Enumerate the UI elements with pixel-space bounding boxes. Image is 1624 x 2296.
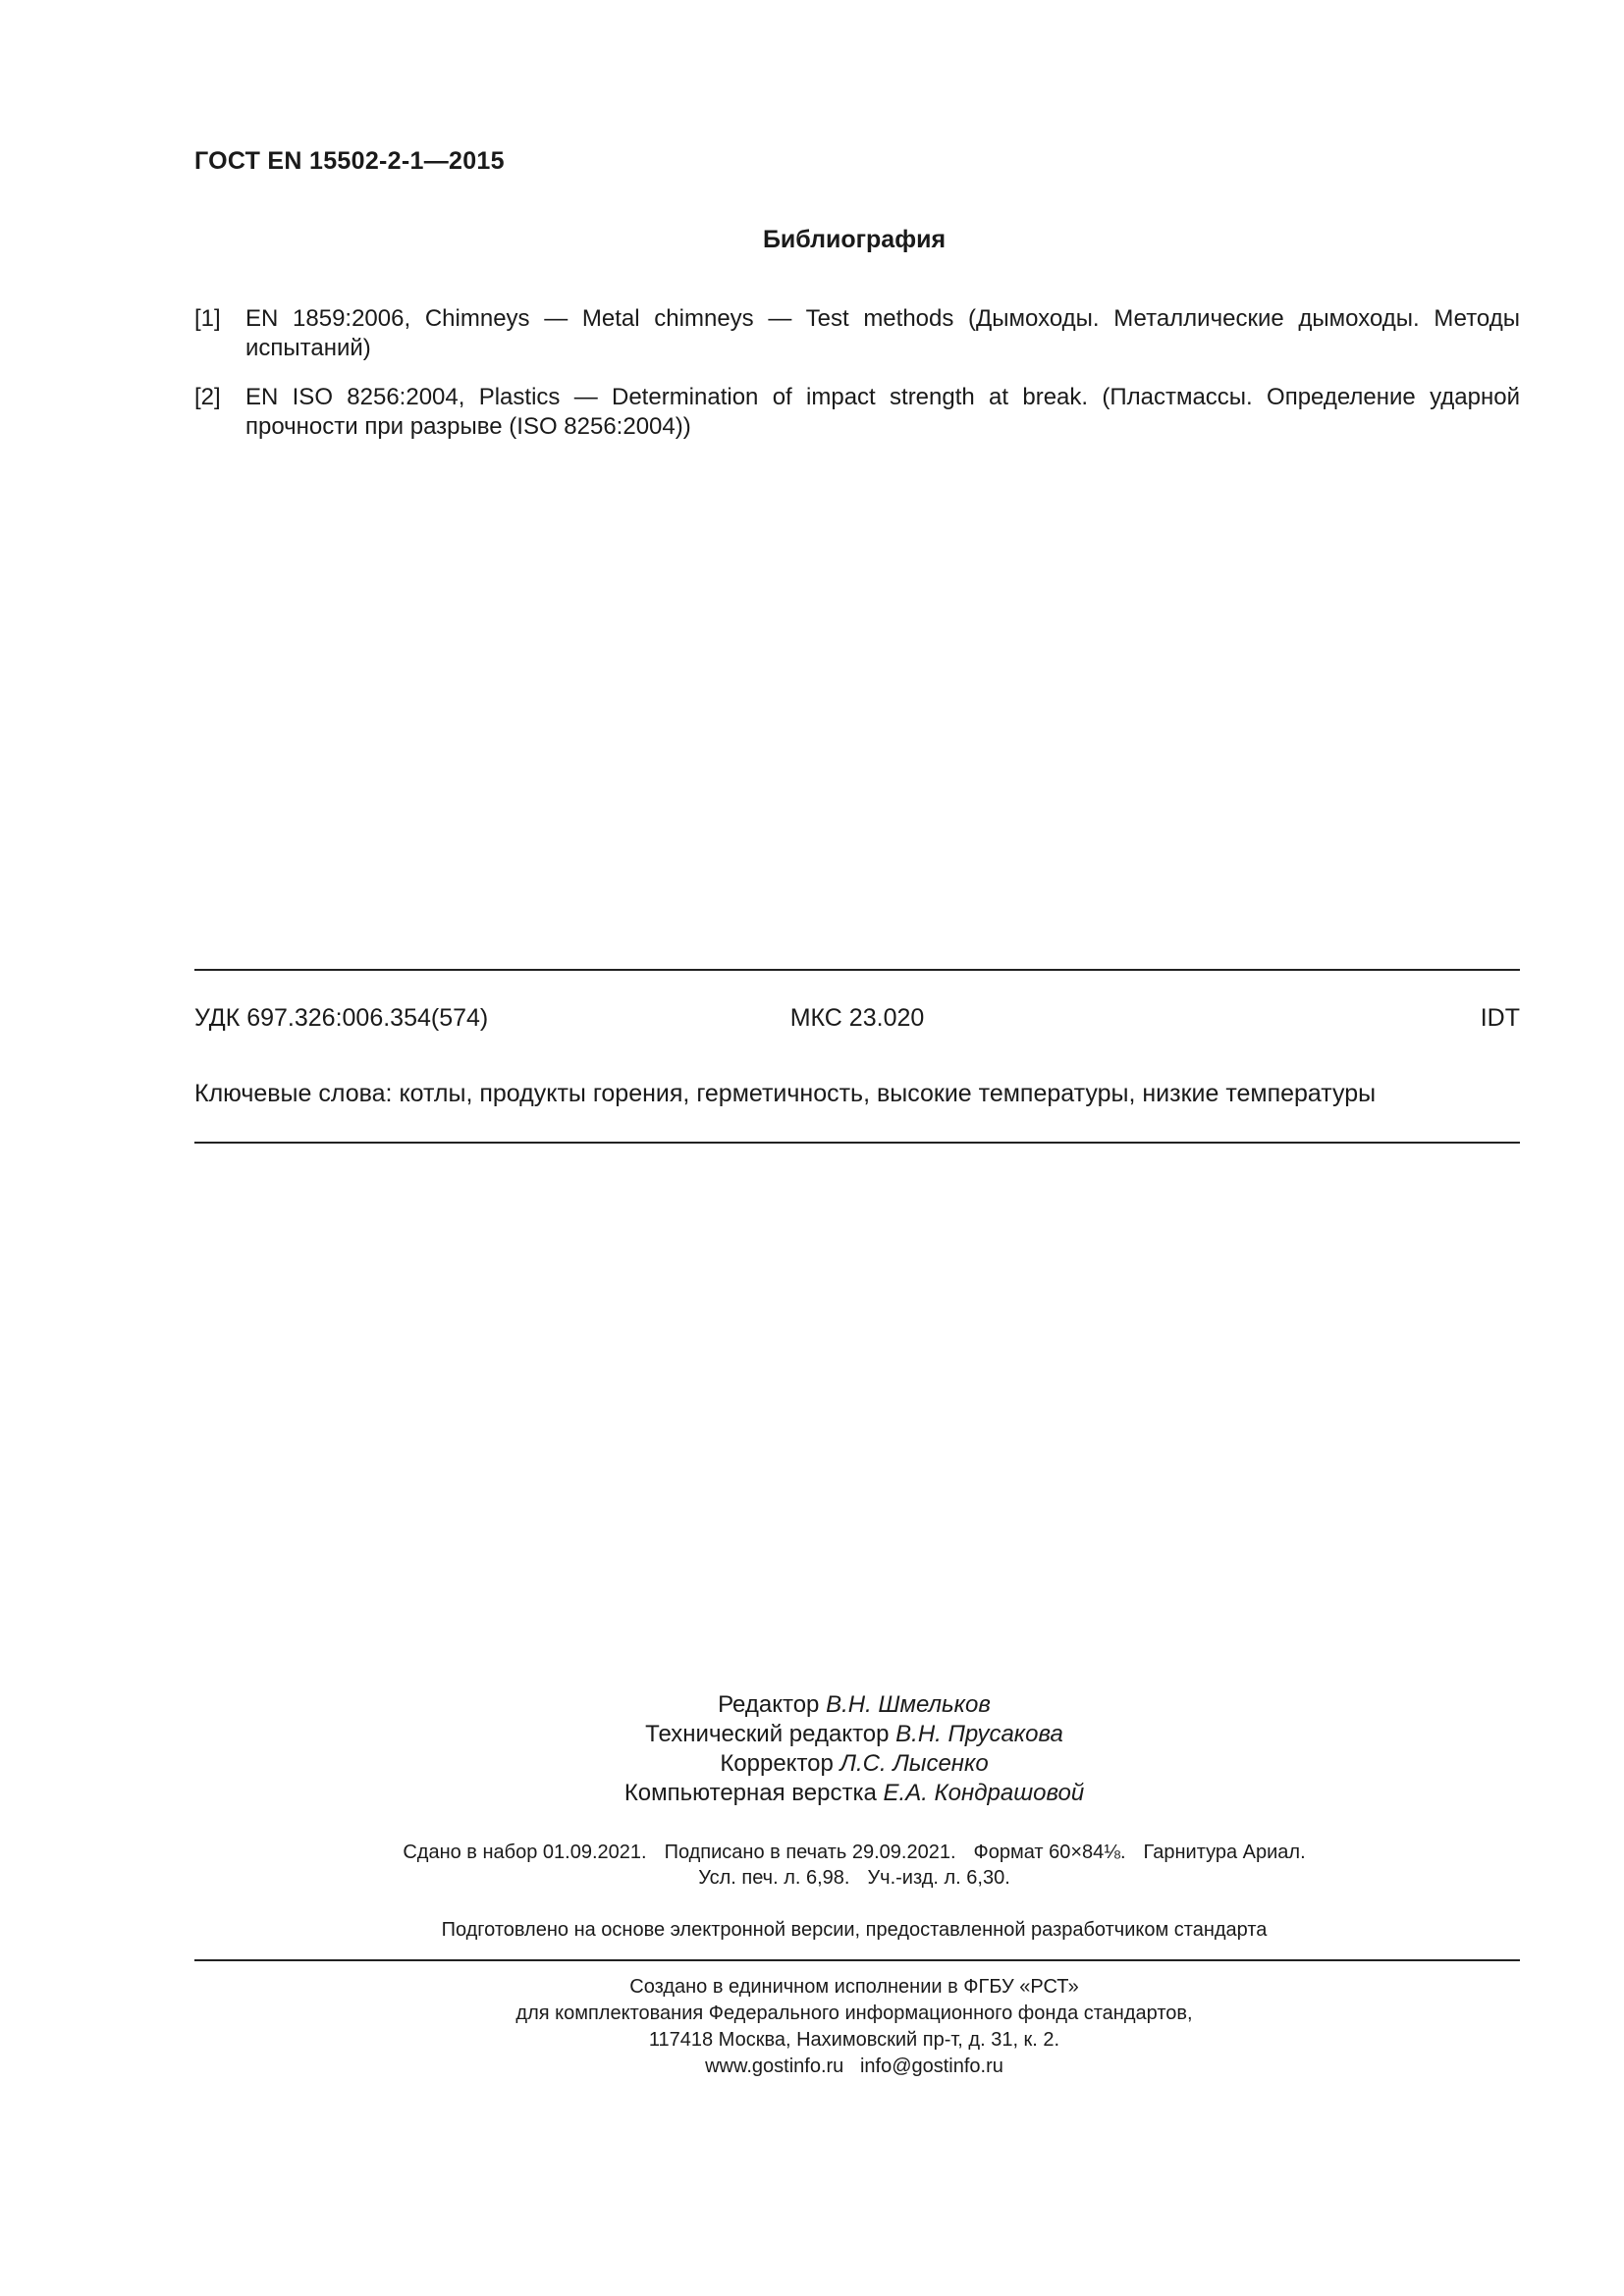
bibliography-item-number: [2] xyxy=(194,384,221,410)
credit-technical-editor xyxy=(0,1720,1624,1749)
divider-top xyxy=(194,969,1520,971)
publisher-line-1: Создано в единичном исполнении в ФГБУ «РСТ» xyxy=(629,1976,1079,1998)
imprint-signed: Подписано в печать 29.09.2021. xyxy=(664,1842,956,1863)
bibliography-item xyxy=(194,383,1520,442)
imprint-format: Формат 60×84⅛. xyxy=(973,1842,1126,1863)
publisher-address: 117418 Москва, Нахимовский пр-т, д. 31, к. 2. xyxy=(648,2029,1060,2051)
credit-name: Л.С. Лысенко xyxy=(839,1750,989,1777)
divider-bottom xyxy=(194,1959,1520,1961)
keywords-line: Ключевые слова: котлы, продукты горения, герметичность, высокие температуры, низкие температуры xyxy=(194,1080,1377,1107)
imprint-print-sheets: Усл. печ. л. 6,98. xyxy=(698,1867,850,1889)
publisher-block xyxy=(0,1974,1624,2080)
bibliography-item-text: EN ISO 8256:2004, Plastics — Determination of impact strength at break. (Пластмассы. Определение ударной прочности при разрыве (ISO 8256:2004)) xyxy=(245,384,1520,440)
imprint-block xyxy=(0,1840,1624,1891)
credit-role: Корректор xyxy=(720,1750,834,1777)
imprint-line-2 xyxy=(0,1865,1624,1891)
credit-name: В.Н. Прусакова xyxy=(895,1721,1063,1747)
divider-keywords xyxy=(194,1142,1520,1144)
credits-block xyxy=(0,1690,1624,1808)
mks-code: МКС 23.020 xyxy=(789,1004,925,1032)
idt-label: IDT xyxy=(1480,1004,1520,1032)
credit-role: Технический редактор xyxy=(645,1721,890,1747)
imprint-pub-sheets: Уч.-изд. л. 6,30. xyxy=(867,1867,1010,1889)
publisher-line-2: для комплектования Федерального информационного фонда стандартов, xyxy=(515,2002,1193,2024)
publisher-email-link[interactable]: info@gostinfo.ru xyxy=(859,2056,1003,2077)
document-code: ГОСТ EN 15502-2-1—2015 xyxy=(194,147,505,175)
bibliography-list xyxy=(194,304,1520,461)
credit-name: В.Н. Шмельков xyxy=(826,1691,991,1718)
udk-code: УДК 697.326:006.354(574) xyxy=(194,1004,489,1032)
prepared-note: Подготовлено на основе электронной версии, предоставленной разработчиком стандарта xyxy=(441,1919,1268,1941)
publisher-site-link[interactable]: www.gostinfo.ru xyxy=(705,2056,844,2077)
classification-row xyxy=(194,1004,1520,1033)
publisher-contacts xyxy=(0,2054,1624,2080)
bibliography-item-number: [1] xyxy=(194,305,221,332)
credit-role: Редактор xyxy=(718,1691,820,1718)
bibliography-title: Библиография xyxy=(762,226,947,253)
imprint-submitted: Сдано в набор 01.09.2021. xyxy=(403,1842,647,1863)
imprint-line-1 xyxy=(0,1840,1624,1865)
credit-proofreader xyxy=(0,1749,1624,1779)
credit-layout xyxy=(0,1779,1624,1808)
credit-name: Е.А. Кондрашовой xyxy=(883,1780,1085,1806)
bibliography-item-text: EN 1859:2006, Chimneys — Metal chimneys — Test methods (Дымоходы. Металлические дымоходы. Методы испытаний) xyxy=(245,305,1520,361)
bibliography-item xyxy=(194,304,1520,363)
credit-role: Компьютерная верстка xyxy=(623,1780,877,1806)
credit-editor xyxy=(0,1690,1624,1720)
imprint-typeface: Гарнитура Ариал. xyxy=(1143,1842,1306,1863)
